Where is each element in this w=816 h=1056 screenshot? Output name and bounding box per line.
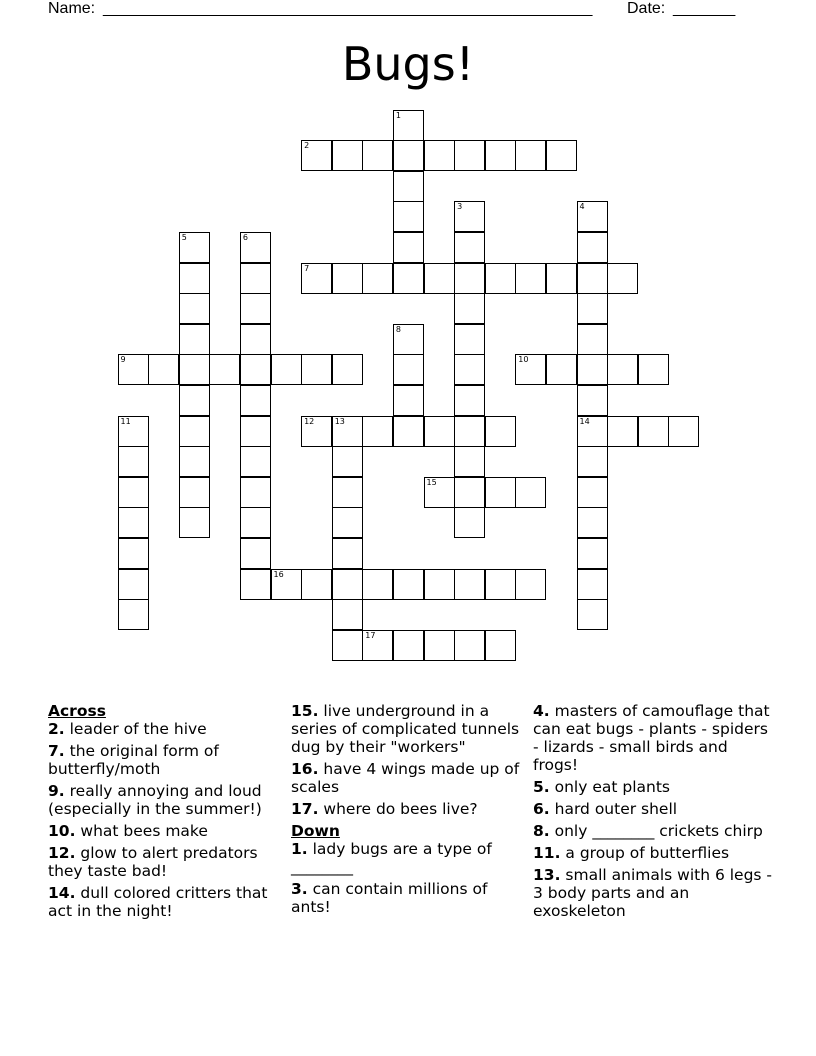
grid-cell[interactable] xyxy=(332,630,363,661)
grid-cell[interactable] xyxy=(118,416,149,447)
grid-cell[interactable] xyxy=(577,324,608,355)
cell-number: 15 xyxy=(426,477,437,487)
grid-cell[interactable] xyxy=(485,569,516,600)
grid-cell[interactable] xyxy=(515,263,546,294)
clue xyxy=(48,844,288,880)
grid-cell[interactable] xyxy=(424,477,455,508)
clue-text: small animals with 6 legs - 3 body parts and an exoskeleton xyxy=(533,866,773,920)
grid-cell[interactable] xyxy=(332,477,363,508)
clue-text: can contain millions of ants! xyxy=(291,880,488,916)
clue-text: where do bees live? xyxy=(323,800,478,818)
clue-text: hard outer shell xyxy=(554,800,678,818)
grid-cell[interactable] xyxy=(118,538,149,569)
grid-cell[interactable] xyxy=(424,569,455,600)
grid-cell[interactable] xyxy=(638,354,669,385)
clue-number: 6. xyxy=(533,800,550,818)
clue-text: masters of camouflage that can eat bugs - plants - spiders - lizards - small birds and frogs! xyxy=(533,702,770,774)
grid-cell[interactable] xyxy=(577,477,608,508)
clue-number: 10. xyxy=(48,822,76,840)
grid-cell[interactable] xyxy=(454,201,485,232)
clue xyxy=(533,702,773,774)
cell-number: 14 xyxy=(579,416,590,426)
grid-cell[interactable] xyxy=(515,477,546,508)
grid-cell[interactable] xyxy=(668,416,699,447)
grid-cell[interactable] xyxy=(454,263,485,294)
clue-number: 9. xyxy=(48,782,65,800)
grid-cell[interactable] xyxy=(577,599,608,630)
grid-cell[interactable] xyxy=(148,354,179,385)
clue xyxy=(48,782,288,818)
cell-number: 9 xyxy=(120,355,126,365)
puzzle-title: Bugs! xyxy=(341,37,475,91)
grid-cell[interactable] xyxy=(393,171,424,202)
clue-number: 8. xyxy=(533,822,550,840)
grid-cell[interactable] xyxy=(240,293,271,324)
clue-text: what bees make xyxy=(80,822,208,840)
grid-cell[interactable] xyxy=(393,630,424,661)
grid-cell[interactable] xyxy=(454,354,485,385)
grid-cell[interactable] xyxy=(118,446,149,477)
grid-cell[interactable] xyxy=(393,201,424,232)
grid-cell[interactable] xyxy=(240,263,271,294)
grid-cell[interactable] xyxy=(301,569,332,600)
grid-cell[interactable] xyxy=(209,354,240,385)
grid-cell[interactable] xyxy=(454,385,485,416)
cell-number: 17 xyxy=(365,630,376,640)
clue-number: 1. xyxy=(291,840,308,858)
grid-cell[interactable] xyxy=(577,569,608,600)
grid-cell[interactable] xyxy=(577,416,608,447)
cell-number: 8 xyxy=(395,324,401,334)
grid-cell[interactable] xyxy=(454,630,485,661)
clue xyxy=(48,822,288,840)
grid-cell[interactable] xyxy=(362,140,393,171)
grid-cell[interactable] xyxy=(454,446,485,477)
clue-text: lady bugs are a type of ________ xyxy=(291,840,492,876)
clue-text: really annoying and loud (especially in the summer!) xyxy=(48,782,262,818)
grid-cell[interactable] xyxy=(424,416,455,447)
clue-text: glow to alert predators they taste bad! xyxy=(48,844,258,880)
grid-cell[interactable] xyxy=(332,569,363,600)
grid-cell[interactable] xyxy=(362,569,393,600)
clue-number: 7. xyxy=(48,742,65,760)
grid-cell[interactable] xyxy=(454,293,485,324)
grid-cell[interactable] xyxy=(332,263,363,294)
clue-number: 3. xyxy=(291,880,308,898)
grid-cell[interactable] xyxy=(393,354,424,385)
clue-number: 12. xyxy=(48,844,76,862)
clue-text: the original form of butterfly/moth xyxy=(48,742,219,778)
cell-number: 6 xyxy=(242,232,248,242)
grid-cell[interactable] xyxy=(118,354,149,385)
cell-number: 10 xyxy=(518,355,529,365)
grid-cell[interactable] xyxy=(546,354,577,385)
grid-cell[interactable] xyxy=(332,538,363,569)
grid-cell[interactable] xyxy=(332,416,363,447)
clue-text: only ________ crickets chirp xyxy=(554,822,763,840)
grid-cell[interactable] xyxy=(240,354,271,385)
clue-column-1 xyxy=(48,702,288,924)
grid-cell[interactable] xyxy=(240,232,271,263)
grid-cell[interactable] xyxy=(179,324,210,355)
grid-cell[interactable] xyxy=(179,416,210,447)
grid-cell[interactable] xyxy=(179,446,210,477)
cell-number: 4 xyxy=(579,202,585,212)
date-field[interactable]: _______ xyxy=(673,0,736,17)
grid-cell[interactable] xyxy=(485,140,516,171)
grid-cell[interactable] xyxy=(393,140,424,171)
grid-cell[interactable] xyxy=(515,140,546,171)
cell-number: 1 xyxy=(395,110,401,120)
cell-number: 3 xyxy=(457,202,463,212)
grid-cell[interactable] xyxy=(301,416,332,447)
clue xyxy=(291,840,523,876)
grid-cell[interactable] xyxy=(485,416,516,447)
clue-text: leader of the hive xyxy=(69,720,207,738)
grid-cell[interactable] xyxy=(179,385,210,416)
grid-cell[interactable] xyxy=(240,569,271,600)
grid-cell[interactable] xyxy=(577,385,608,416)
clue xyxy=(48,720,288,738)
grid-cell[interactable] xyxy=(454,232,485,263)
grid-cell[interactable] xyxy=(118,477,149,508)
clue xyxy=(291,880,523,916)
cell-number: 16 xyxy=(273,569,284,579)
grid-cell[interactable] xyxy=(332,507,363,538)
grid-cell[interactable] xyxy=(577,354,608,385)
grid-cell[interactable] xyxy=(424,140,455,171)
clue-number: 11. xyxy=(533,844,561,862)
grid-cell[interactable] xyxy=(393,385,424,416)
clue-number: 16. xyxy=(291,760,319,778)
name-field[interactable]: _______________________________________________________ xyxy=(103,0,593,17)
grid-cell[interactable] xyxy=(393,110,424,141)
clue-number: 5. xyxy=(533,778,550,796)
header-line xyxy=(48,0,768,20)
grid-cell[interactable] xyxy=(118,507,149,538)
grid-cell[interactable] xyxy=(179,293,210,324)
grid-cell[interactable] xyxy=(179,477,210,508)
cell-number: 2 xyxy=(304,141,310,151)
clue xyxy=(48,742,288,778)
grid-cell[interactable] xyxy=(179,354,210,385)
grid-cell[interactable] xyxy=(393,263,424,294)
cell-number: 11 xyxy=(120,416,131,426)
grid-cell[interactable] xyxy=(424,263,455,294)
grid-cell[interactable] xyxy=(240,446,271,477)
grid-cell[interactable] xyxy=(577,507,608,538)
clue xyxy=(48,884,288,920)
grid-cell[interactable] xyxy=(240,507,271,538)
cell-number: 12 xyxy=(304,416,315,426)
name-label: Name: xyxy=(48,0,96,17)
grid-cell[interactable] xyxy=(577,446,608,477)
grid-cell[interactable] xyxy=(179,263,210,294)
grid-cell[interactable] xyxy=(240,477,271,508)
grid-cell[interactable] xyxy=(577,201,608,232)
grid-cell[interactable] xyxy=(485,477,516,508)
clue xyxy=(291,800,523,818)
clue xyxy=(291,760,523,796)
clue-number: 17. xyxy=(291,800,319,818)
date-label: Date: xyxy=(627,0,666,17)
grid-cell[interactable] xyxy=(454,416,485,447)
grid-cell[interactable] xyxy=(271,354,302,385)
clue-heading: Down xyxy=(291,822,340,840)
grid-cell[interactable] xyxy=(240,538,271,569)
clue-number: 13. xyxy=(533,866,561,884)
grid-cell[interactable] xyxy=(515,569,546,600)
grid-cell[interactable] xyxy=(546,140,577,171)
grid-cell[interactable] xyxy=(577,263,608,294)
grid-cell[interactable] xyxy=(362,630,393,661)
grid-cell[interactable] xyxy=(607,263,638,294)
cell-number: 13 xyxy=(334,416,345,426)
clue xyxy=(533,800,773,818)
clue xyxy=(291,702,523,756)
grid-cell[interactable] xyxy=(607,354,638,385)
grid-cell[interactable] xyxy=(485,630,516,661)
grid-cell[interactable] xyxy=(393,569,424,600)
clue xyxy=(533,778,773,796)
clue-number: 14. xyxy=(48,884,76,902)
clue xyxy=(533,822,773,840)
clue-heading: Across xyxy=(48,702,106,720)
cell-number: 5 xyxy=(181,232,187,242)
grid-cell[interactable] xyxy=(240,385,271,416)
clue xyxy=(533,866,773,920)
clue-text: only eat plants xyxy=(554,778,670,796)
clue-number: 2. xyxy=(48,720,65,738)
grid-cell[interactable] xyxy=(332,354,363,385)
clue-column-2 xyxy=(291,702,523,920)
grid-cell[interactable] xyxy=(546,263,577,294)
grid-cell[interactable] xyxy=(638,416,669,447)
grid-cell[interactable] xyxy=(454,140,485,171)
grid-cell[interactable] xyxy=(393,232,424,263)
clue-number: 15. xyxy=(291,702,319,720)
cell-number: 7 xyxy=(304,263,310,273)
grid-cell[interactable] xyxy=(424,630,455,661)
grid-cell[interactable] xyxy=(179,507,210,538)
grid-cell[interactable] xyxy=(271,569,302,600)
grid-cell[interactable] xyxy=(485,263,516,294)
grid-cell[interactable] xyxy=(118,599,149,630)
grid-cell[interactable] xyxy=(301,354,332,385)
grid-cell[interactable] xyxy=(607,416,638,447)
grid-cell[interactable] xyxy=(577,232,608,263)
grid-cell[interactable] xyxy=(240,324,271,355)
clue-text: live underground in a series of complicated tunnels dug by their "workers" xyxy=(291,702,520,756)
grid-cell[interactable] xyxy=(332,599,363,630)
grid-cell[interactable] xyxy=(577,538,608,569)
grid-cell[interactable] xyxy=(362,416,393,447)
grid-cell[interactable] xyxy=(362,263,393,294)
clue-text: have 4 wings made up of scales xyxy=(291,760,520,796)
clue-text: a group of butterflies xyxy=(565,844,730,862)
grid-cell[interactable] xyxy=(332,446,363,477)
grid-cell[interactable] xyxy=(454,324,485,355)
grid-cell[interactable] xyxy=(515,354,546,385)
grid-cell[interactable] xyxy=(454,569,485,600)
grid-cell[interactable] xyxy=(240,416,271,447)
grid-cell[interactable] xyxy=(118,569,149,600)
grid-cell[interactable] xyxy=(332,140,363,171)
grid-cell[interactable] xyxy=(301,140,332,171)
grid-cell[interactable] xyxy=(454,477,485,508)
grid-cell[interactable] xyxy=(393,416,424,447)
grid-cell[interactable] xyxy=(454,507,485,538)
clue xyxy=(533,844,773,862)
clue-column-3 xyxy=(533,702,773,924)
grid-cell[interactable] xyxy=(179,232,210,263)
grid-cell[interactable] xyxy=(577,293,608,324)
grid-cell[interactable] xyxy=(393,324,424,355)
clue-text: dull colored critters that act in the night! xyxy=(48,884,268,920)
grid-cell[interactable] xyxy=(301,263,332,294)
clue-number: 4. xyxy=(533,702,550,720)
